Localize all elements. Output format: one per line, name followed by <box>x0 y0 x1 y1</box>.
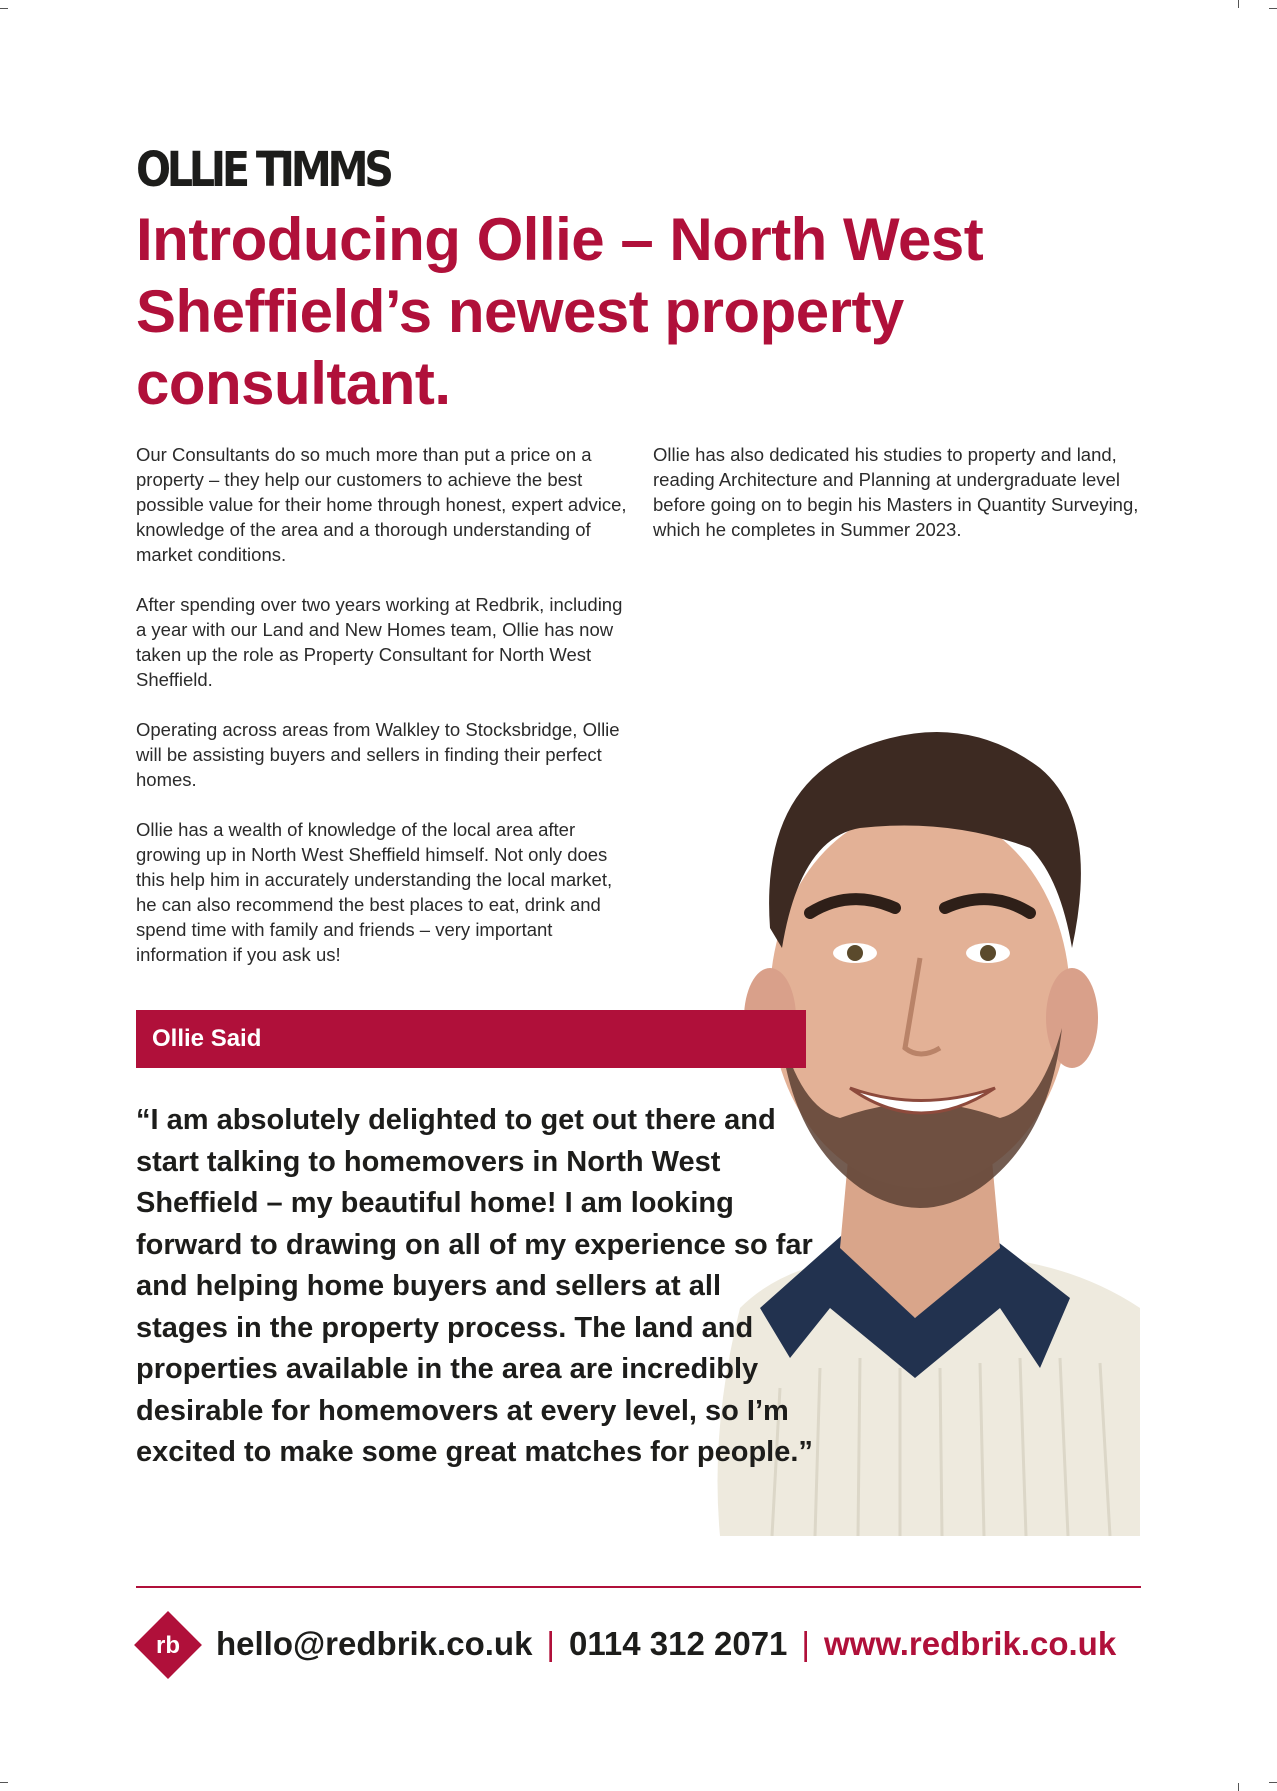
body-paragraph: Ollie has also dedicated his studies to property and land, reading Architecture and Planning at undergraduate level before going on to begin his Masters in Quantity Surveying, which he completes in Summer 2023. <box>653 444 1139 540</box>
crop-mark <box>1269 8 1277 9</box>
pull-quote: “I am absolutely delighted to get out there and start talking to homemovers in North West Sheffield – my beautiful home! I am looking forward to drawing on all of my experience so far and helping home buyers and sellers at all stages in the property process. The land and properties available in the area are incredibly desirable for homemovers at every level, so I’m excited to make some great matches for people.” <box>136 1104 813 1468</box>
quote-header-bar <box>136 1010 806 1068</box>
page-headline: Introducing Ollie – North West Sheffield’s newest property consultant. <box>136 206 984 417</box>
crop-mark <box>1238 0 1239 8</box>
footer-separator: | <box>801 1625 810 1662</box>
quote-header-label: Ollie Said <box>152 1025 262 1052</box>
body-paragraph: Ollie has a wealth of knowledge of the local area after growing up in North West Sheffield himself. Not only does this help him in accurately understanding the local market, he can also recommend the best places to eat, drink and spend time with family and friends – very important information if you ask us! <box>136 819 613 965</box>
footer-separator: | <box>546 1625 555 1662</box>
footer-contact-line <box>216 1614 1116 1674</box>
body-paragraph: Our Consultants do so much more than put a price on a property – they help our customers to achieve the best possible value for their home through honest, expert advice, knowledge of the area and a thorough understanding of market conditions. <box>136 444 627 565</box>
crop-mark <box>1238 1783 1239 1791</box>
footer-website-link[interactable]: www.redbrik.co.uk <box>823 1625 1117 1662</box>
logo-text: rb <box>156 1632 180 1659</box>
footer-phone[interactable]: 0114 312 2071 <box>569 1625 788 1662</box>
body-column-right <box>653 442 1153 567</box>
name-kicker: OLLIE TIMMS <box>136 142 390 198</box>
crop-mark <box>0 1782 8 1783</box>
body-column-left <box>136 442 636 992</box>
redbrik-logo-icon <box>134 1611 202 1679</box>
crop-mark <box>0 8 8 9</box>
body-paragraph: Operating across areas from Walkley to Stocksbridge, Ollie will be assisting buyers and sellers in finding their perfect homes. <box>136 719 620 790</box>
footer-email[interactable]: hello@redbrik.co.uk <box>216 1625 533 1662</box>
crop-mark <box>1269 1782 1277 1783</box>
footer-divider <box>136 1586 1141 1588</box>
body-paragraph: After spending over two years working at Redbrik, including a year with our Land and New Homes team, Ollie has now taken up the role as Property Consultant for North West Sheffield. <box>136 594 623 690</box>
